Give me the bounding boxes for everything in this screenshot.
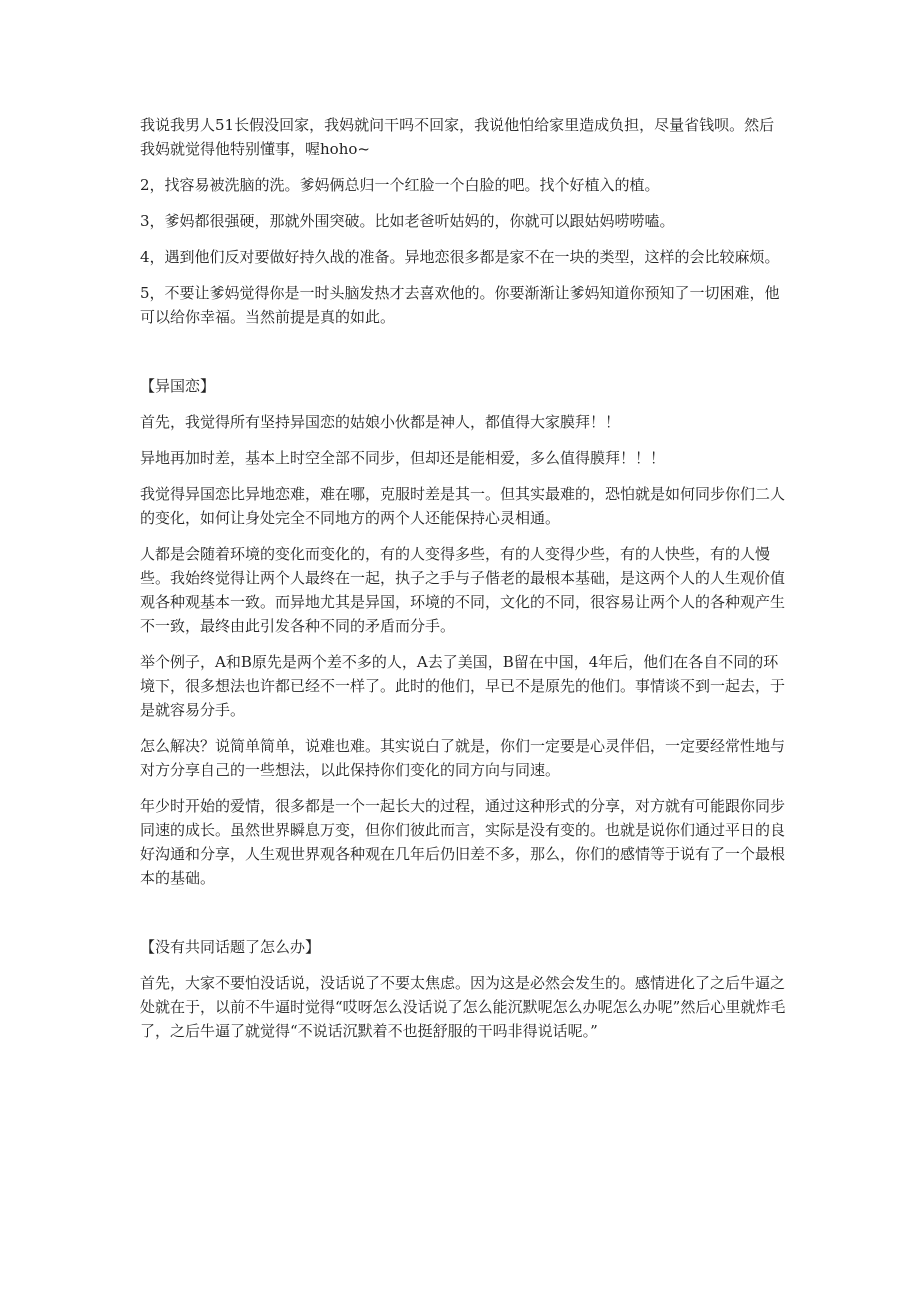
paragraph: 异地再加时差，基本上时空全部不同步，但却还是能相爱，多么值得膜拜！！！: [140, 449, 666, 467]
paragraph: 5，不要让爹妈觉得你是一时头脑发热才去喜欢他的。你要渐渐让爹妈知道你预知了一切困难，他可以给你幸福。当然前提是真的如此。: [140, 284, 780, 326]
paragraph: 举个例子，A和B原先是两个差不多的人，A去了美国，B留在中国，4年后，他们在各自不同的环境下，很多想法也许都已经不一样了。此时的他们，早已不是原先的他们。事情谈不到一起去，于是就容易分手。: [140, 653, 786, 719]
paragraph: 人都是会随着环境的变化而变化的，有的人变得多些，有的人变得少些，有的人快些，有的人慢些。我始终觉得让两个人最终在一起，执子之手与子偕老的最根本基础，是这两个人的人生观价值观各种观基本一致。而异地尤其是异国，环境的不同，文化的不同，很容易让两个人的各种观产生不一致，最终由此引发各种不同的矛盾而分手。: [140, 545, 786, 635]
paragraph: 年少时开始的爱情，很多都是一个一起长大的过程，通过这种形式的分享，对方就有可能跟你同步同速的成长。虽然世界瞬息万变，但你们彼此而言，实际是没有变的。也就是说你们通过平日的良好沟通和分享，人生观世界观各种观在几年后仍旧差不多，那么，你们的感情等于说有了一个最根本的基础。: [140, 797, 786, 887]
paragraph: 首先，我觉得所有坚持异国恋的姑娘小伙都是神人，都值得大家膜拜！！: [140, 413, 621, 431]
paragraph: 4，遇到他们反对要做好持久战的准备。异地恋很多都是家不在一块的类型，这样的会比较麻烦。: [140, 248, 780, 266]
paragraph: 我说我男人51长假没回家，我妈就问干吗不回家，我说他怕给家里造成负担，尽量省钱呗。然后我妈就觉得他特别懂事，喔hoho~: [140, 116, 775, 158]
section-heading-no-topics: 【没有共同话题了怎么办】: [140, 938, 321, 956]
section-spacer: [140, 341, 788, 374]
paragraph: 怎么解决？说简单简单，说难也难。其实说白了就是，你们一定要是心灵伴侣，一定要经常性地与对方分享自己的一些想法，以此保持你们变化的同方向与同速。: [140, 737, 786, 779]
article-body: [140, 113, 788, 1055]
paragraph: 3，爹妈都很强硬，那就外围突破。比如老爸听姑妈的，你就可以跟姑妈唠唠嗑。: [140, 212, 675, 230]
section-heading-international: 【异国恋】: [140, 377, 216, 395]
paragraph: 我觉得异国恋比异地恋难，难在哪，克服时差是其一。但其实最难的，恐怕就是如何同步你们二人的变化，如何让身处完全不同地方的两个人还能保持心灵相通。: [140, 485, 786, 527]
paragraph: 首先，大家不要怕没话说，没话说了不要太焦虑。因为这是必然会发生的。感情进化了之后牛逼之处就在于，以前不牛逼时觉得“哎呀怎么没话说了怎么能沉默呢怎么办呢怎么办呢”然后心里就炸毛了，之后牛逼了就觉得“不说话沉默着不也挺舒服的干吗非得说话呢。”: [140, 974, 786, 1040]
section-spacer: [140, 902, 788, 935]
paragraph: 2，找容易被洗脑的洗。爹妈俩总归一个红脸一个白脸的吧。找个好植入的植。: [140, 176, 660, 194]
